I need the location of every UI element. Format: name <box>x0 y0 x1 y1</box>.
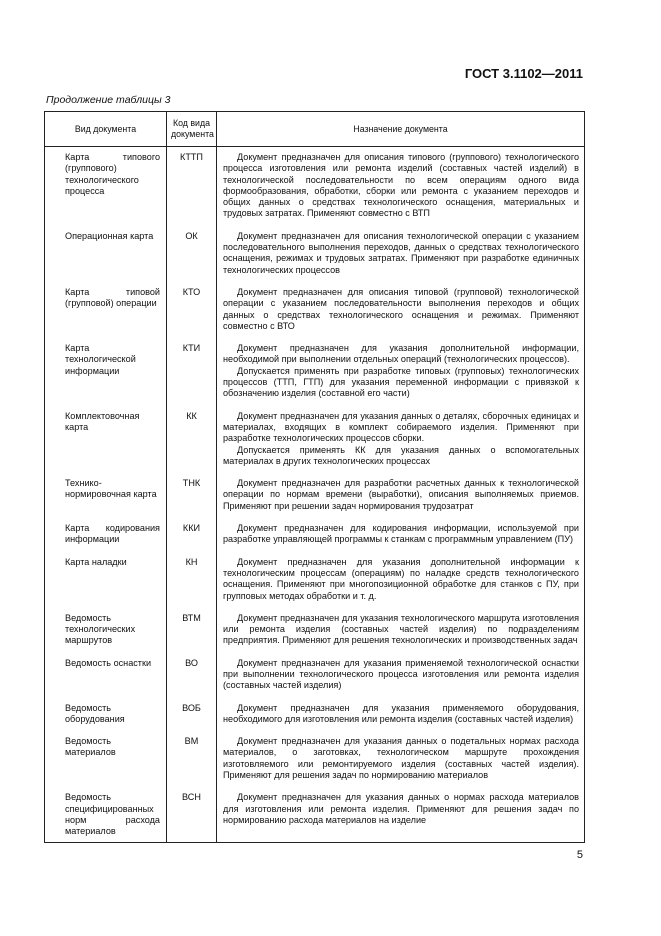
document-type-code: ВСН <box>167 792 217 842</box>
document-purpose <box>217 287 585 343</box>
table-row <box>45 792 585 842</box>
table-header-row <box>45 112 585 147</box>
document-type-code: ВО <box>167 658 217 703</box>
column-header-code: Код вида документа <box>167 112 217 147</box>
document-type-name: Карта типового (группового) технологического процесса <box>45 147 167 231</box>
document-purpose <box>217 658 585 703</box>
table-row <box>45 287 585 343</box>
table-row <box>45 147 585 231</box>
document-type-code: КН <box>167 557 217 613</box>
purpose-paragraph: Документ предназначен для разработки расчетных данных к технологической операции по нормам времени (выработки), описания выполняемых приемов. Применяют при решении задач нормирования трудозатрат <box>223 478 579 511</box>
document-type-name: Ведомость технологических маршрутов <box>45 613 167 658</box>
document-type-name: Карта технологической информации <box>45 343 167 410</box>
purpose-paragraph: Документ предназначен для указания дополнительной информации, необходимой при выполнении отдельных операций (технологических процессов). <box>223 343 579 365</box>
document-purpose <box>217 736 585 792</box>
document-type-name: Карта типовой (групповой) операции <box>45 287 167 343</box>
table-row <box>45 613 585 658</box>
document-type-name: Технико-нормировочная карта <box>45 478 167 523</box>
table-row <box>45 557 585 613</box>
document-type-name: Ведомость материалов <box>45 736 167 792</box>
table-row <box>45 658 585 703</box>
document-purpose <box>217 557 585 613</box>
purpose-paragraph: Документ предназначен для указания данных о нормах расхода материалов для изготовления или ремонта изделия. Применяют для решения задач по нормированию расхода материалов на изделие <box>223 792 579 825</box>
table-continuation-label: Продолжение таблицы 3 <box>46 94 171 106</box>
table-row <box>45 736 585 792</box>
purpose-paragraph: Документ предназначен для указания дополнительной информации к технологическим процессам (операциям) по наладке средств технологического оснащения. Применяют при многопозиционной обработке для станков с ПУ, при групповых методах обработки и т. д. <box>223 556 579 601</box>
document-type-code: ВОБ <box>167 703 217 737</box>
document-type-name: Операционная карта <box>45 231 167 287</box>
document-type-code: ККИ <box>167 523 217 557</box>
purpose-paragraph: Документ предназначен для описания типового (группового) технологического процесса изготовления или ремонта изделий (составных частей изделий) в технологической последовательности по всем операциям одного вида формообразования, обработки, сборки или ремонта с указанием переходов и общих данных о средствах технологического оснащения, материальных и трудовых затратах. Применяют совместно с ВТП <box>223 152 579 219</box>
purpose-paragraph: Документ предназначен для описания технологической операции с указанием последовательного выполнения переходов, данных о средствах технологического оснащения, режимах и трудовых затратах. Применяют при разработке единичных технологических процессов <box>223 230 579 275</box>
document-type-name: Ведомость специфицированных норм расхода материалов <box>45 792 167 842</box>
document-purpose <box>217 792 585 842</box>
document-type-code: ВТМ <box>167 613 217 658</box>
purpose-paragraph: Документ предназначен для описания типовой (групповой) технологической операции с указанием последовательности выполнения переходов и общих данных о средствах технологического оснащения и режимах. Применяют совместно с ВТО <box>223 286 579 331</box>
purpose-paragraph: Документ предназначен для указания данных о деталях, сборочных единицах и материалах, входящих в комплект собираемого изделия. Применяют при разработке технологических процессов сборки. <box>223 410 579 444</box>
document-type-name: Комплектовочная карта <box>45 411 167 478</box>
document-type-code: КТО <box>167 287 217 343</box>
document-type-code: ОК <box>167 231 217 287</box>
table-row <box>45 703 585 737</box>
document-purpose <box>217 411 585 478</box>
document-purpose <box>217 478 585 523</box>
document-type-code: КТТП <box>167 147 217 231</box>
document-types-table <box>44 111 585 843</box>
purpose-paragraph: Документ предназначен для указания применяемого оборудования, необходимого для изготовления или ремонта изделия (составных частей изделия) <box>223 702 579 724</box>
document-purpose <box>217 147 585 231</box>
document-purpose <box>217 343 585 410</box>
document-type-code: ТНК <box>167 478 217 523</box>
table-row <box>45 478 585 523</box>
purpose-paragraph: Документ предназначен для указания технологического маршрута изготовления или ремонта изделия (составных частей изделия) по подразделениям предприятия. Применяют для решения технологических и производственных задач <box>223 612 579 646</box>
document-purpose <box>217 613 585 658</box>
table-row <box>45 523 585 557</box>
purpose-paragraph: Допускается применять при разработке типовых (групповых) технологических процессов (ТТП, ГТП) для указания переменной информации с привязкой к обозначению изделия (составной его части) <box>223 365 579 399</box>
document-type-name: Карта кодирования информации <box>45 523 167 557</box>
table-row <box>45 411 585 478</box>
document-type-code: ВМ <box>167 736 217 792</box>
purpose-paragraph: Допускается применять КК для указания данных о вспомогательных материалах в других технологических процессах <box>223 444 579 466</box>
column-header-purpose: Назначение документа <box>217 112 585 147</box>
purpose-paragraph: Документ предназначен для кодирования информации, используемой при разработке управляющей программы к станкам с программным управлением (ПУ) <box>223 523 579 545</box>
document-type-name: Карта наладки <box>45 557 167 613</box>
document-type-name: Ведомость оборудования <box>45 703 167 737</box>
table-row <box>45 343 585 410</box>
document-purpose <box>217 231 585 287</box>
document-type-name: Ведомость оснастки <box>45 658 167 703</box>
table-row <box>45 231 585 287</box>
standard-header: ГОСТ 3.1102—2011 <box>464 66 583 81</box>
document-purpose <box>217 523 585 557</box>
purpose-paragraph: Документ предназначен для указания применяемой технологической оснастки при выполнении технологического процесса изготовления или ремонта изделия (составных частей изделия) <box>223 657 579 691</box>
page-number: 5 <box>576 849 583 861</box>
document-type-code: КК <box>167 411 217 478</box>
document-purpose <box>217 703 585 737</box>
document-type-code: КТИ <box>167 343 217 410</box>
column-header-type: Вид документа <box>45 112 167 147</box>
purpose-paragraph: Документ предназначен для указания данных о подетальных нормах расхода материалов, о заготовках, технологическом маршруте прохождения изготовляемого или ремонтируемого изделия (составных частей изделия). Применяют для решения задач по нормированию материалов <box>223 736 579 781</box>
